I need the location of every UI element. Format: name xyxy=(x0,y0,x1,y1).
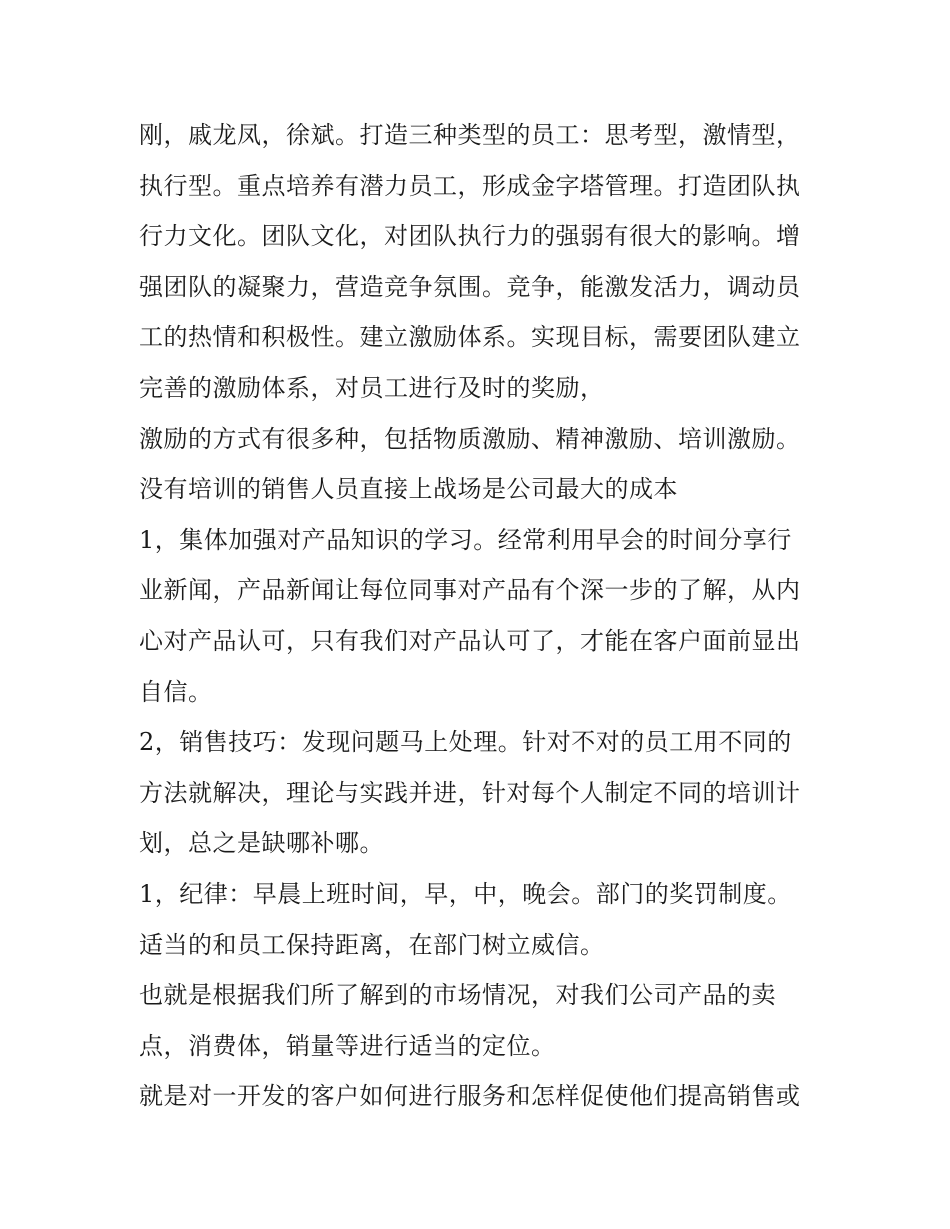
text-line: 自信。 xyxy=(139,677,213,706)
text-line: 划，总之是缺哪补哪。 xyxy=(139,829,384,858)
text-line: 工的热情和积极性。建立激励体系。实现目标，需要团队建立 xyxy=(139,323,801,352)
text-line: 行力文化。团队文化，对团队执行力的强弱有很大的影响。增 xyxy=(139,222,801,251)
text-line: 方法就解决，理论与实践并进，针对每个人制定不同的培训计 xyxy=(139,778,801,807)
text-line: 2，销售技巧：发现问题马上处理。针对不对的员工用不同的 xyxy=(139,728,792,757)
text-line: 没有培训的销售人员直接上战场是公司最大的成本 xyxy=(139,475,678,504)
text-line: 适当的和员工保持距离，在部门树立威信。 xyxy=(139,930,605,959)
text-line: 激励的方式有很多种，包括物质激励、精神激励、培训激励。 xyxy=(139,424,801,453)
text-line: 执行型。重点培养有潜力员工，形成金字塔管理。打造团队执 xyxy=(139,171,801,200)
text-line: 点，消费体，销量等进行适当的定位。 xyxy=(139,1031,556,1060)
text-line: 也就是根据我们所了解到的市场情况，对我们公司产品的卖 xyxy=(139,981,776,1010)
text-line: 刚，戚龙凤，徐斌。打造三种类型的员工：思考型，激情型， xyxy=(139,121,801,149)
document-body xyxy=(139,110,829,1122)
text-line: 就是对一开发的客户如何进行服务和怎样促使他们提高销售或 xyxy=(139,1082,801,1111)
text-line: 1，集体加强对产品知识的学习。经常利用早会的时间分享行 xyxy=(139,525,792,554)
text-line: 完善的激励体系，对员工进行及时的奖励， xyxy=(139,373,605,402)
text-line: 1，纪律：早晨上班时间，早，中，晚会。部门的奖罚制度。 xyxy=(139,879,792,908)
text-line: 业新闻，产品新闻让每位同事对产品有个深一步的了解，从内 xyxy=(139,576,801,605)
text-line: 心对产品认可，只有我们对产品认可了，才能在客户面前显出 xyxy=(139,626,801,655)
text-line: 强团队的凝聚力，营造竞争氛围。竞争，能激发活力，调动员 xyxy=(139,272,801,301)
